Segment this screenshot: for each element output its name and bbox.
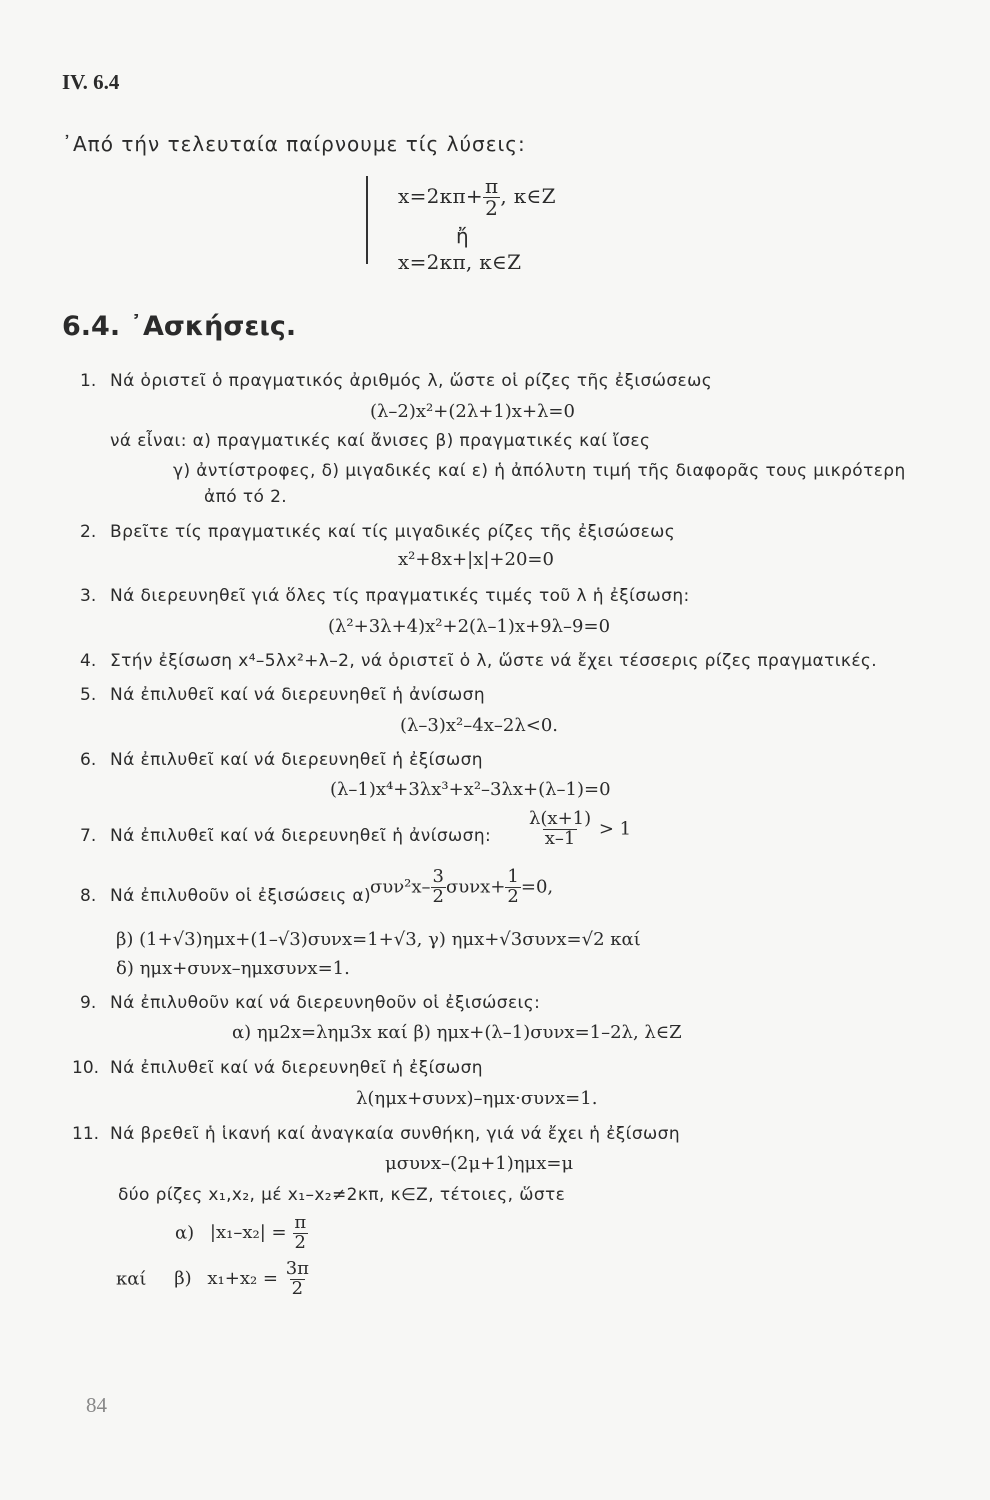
exercise-5-equation: (λ–3)x²–4x–2λ<0. xyxy=(400,715,558,736)
page-number: 84 xyxy=(86,1393,107,1417)
exercise-8-a-fraction-2 xyxy=(505,868,520,907)
exercise-9-equations: α) ημ2x=λημ3x καί β) ημx+(λ–1)συνx=1–2λ, λ∈Z xyxy=(232,1022,682,1043)
fraction-denominator: 2 xyxy=(291,1277,304,1299)
exercise-2-text: Βρεῖτε τίς πραγματικές καί τίς μιγαδικές ρίζες τῆς ἐξισώσεως xyxy=(110,522,676,542)
exercise-5-text: Νά ἐπιλυθεῖ καί νά διερευνηθεῖ ἡ ἀνίσωση xyxy=(110,685,486,705)
fraction-denominator: 2 xyxy=(294,1231,306,1253)
exercise-1-equation: (λ–2)x²+(2λ+1)x+λ=0 xyxy=(370,401,575,422)
exercise-11-condition-a xyxy=(175,1214,308,1253)
page-header: IV. 6.4 xyxy=(62,70,120,94)
exercise-7-fraction xyxy=(527,810,593,849)
solution-1-rhs: , κ∈Z xyxy=(500,184,556,208)
exercise-8-a-fraction-1 xyxy=(431,868,446,907)
exercise-9-text: Νά ἐπιλυθοῦν καί νά διερευνηθοῦν οἱ ἐξισώσεις: xyxy=(110,993,541,1013)
fraction-numerator: 1 xyxy=(507,866,519,887)
exercise-11-number: 11. xyxy=(72,1124,100,1144)
section-title: 6.4. ᾿Ασκήσεις. xyxy=(62,311,297,342)
exercise-7-text: Νά ἐπιλυθεῖ καί νά διερευνηθεῖ ἡ ἀνίσωση: xyxy=(110,826,492,846)
exercise-6-text: Νά ἐπιλυθεῖ καί νά διερευνηθεῖ ἡ ἐξίσωση xyxy=(110,750,483,770)
solution-or: ἤ xyxy=(456,224,469,248)
exercise-4-text: Στήν ἐξίσωση x⁴–5λx²+λ–2, νά ὁριστεῖ ὁ λ, ὥστε νά ἔχει τέσσερις ρίζες πραγματικές. xyxy=(110,651,878,671)
solution-line-1 xyxy=(398,176,556,219)
exercise-3-equation: (λ²+3λ+4)x²+2(λ–1)x+9λ–9=0 xyxy=(328,616,611,637)
condition-a-lhs: |x₁–x₂| = xyxy=(209,1222,287,1244)
solution-line-2: x=2κπ, κ∈Z xyxy=(398,250,522,274)
fraction-numerator: π xyxy=(294,1212,307,1233)
exercise-7-inequality xyxy=(527,810,631,849)
exercise-6-number: 6. xyxy=(80,750,97,770)
intro-text: ᾿Από τήν τελευταία παίρνουμε τίς λύσεις: xyxy=(62,132,526,156)
exercise-8-number: 8. xyxy=(80,886,97,906)
exercise-1-line-2: νά εἶναι: α) πραγματικές καί ἄνισες β) πραγματικές καί ἴσες xyxy=(110,431,651,451)
fraction-denominator: 2 xyxy=(432,885,444,907)
solution-1-fraction xyxy=(483,176,500,219)
condition-a-fraction xyxy=(292,1214,308,1253)
exercise-7-number: 7. xyxy=(80,826,97,846)
exercise-11-line-2: δύο ρίζες x₁,x₂, μέ x₁–x₂≠2κπ, κ∈Z, τέτοιες, ὥστε xyxy=(118,1185,566,1205)
exercise-3-text: Νά διερευνηθεῖ γιά ὅλες τίς πραγματικές τιμές τοῦ λ ἡ ἐξίσωση: xyxy=(110,586,690,606)
exercise-8-equation-d: δ) ημx+συνx–ημxσυνx=1. xyxy=(116,958,350,979)
exercise-1-number: 1. xyxy=(80,371,97,391)
exercise-1-line-3: γ) ἀντίστροφες, δ) μιγαδικές καί ε) ἡ ἀπόλυτη τιμή τῆς διαφορᾶς τους μικρότερη xyxy=(173,461,906,481)
exercise-6-equation: (λ–1)x⁴+3λx³+x²–3λx+(λ–1)=0 xyxy=(330,779,611,800)
exercise-1-text: Νά ὁριστεῖ ὁ πραγματικός ἀριθμός λ, ὥστε οἱ ρίζες τῆς ἐξισώσεως xyxy=(110,371,713,391)
fraction-numerator: λ(x+1) xyxy=(529,808,592,829)
exercise-8-equation-a xyxy=(370,868,553,907)
exercise-9-number: 9. xyxy=(80,993,97,1013)
condition-b-label: β) xyxy=(174,1268,192,1290)
exercise-7-rhs: > 1 xyxy=(598,818,632,840)
exercise-2-number: 2. xyxy=(80,522,97,542)
exercise-11-text: Νά βρεθεῖ ἡ ἱκανή καί ἀναγκαία συνθήκη, γιά νά ἔχει ἡ ἐξίσωση xyxy=(110,1124,680,1144)
exercise-8-text: Νά ἐπιλυθοῦν οἱ ἐξισώσεις α) xyxy=(110,886,372,906)
exercise-11-condition-b xyxy=(116,1260,311,1299)
fraction-numerator: π xyxy=(484,174,499,198)
condition-b-fraction xyxy=(284,1260,311,1299)
condition-b-kai: καί xyxy=(116,1268,147,1290)
exercise-1-line-4: ἀπό τό 2. xyxy=(204,487,288,507)
fraction-numerator: 3 xyxy=(432,866,444,887)
condition-b-lhs: x₁+x₂ = xyxy=(207,1268,278,1290)
solution-brace xyxy=(366,176,380,264)
exercise-3-number: 3. xyxy=(80,586,97,606)
exercise-5-number: 5. xyxy=(80,685,97,705)
solution-1-lhs: x=2κπ+ xyxy=(398,184,483,208)
fraction-denominator: 2 xyxy=(507,885,519,907)
exercise-11-equation: μσυνx–(2μ+1)ημx=μ xyxy=(385,1153,574,1174)
condition-a-label: α) xyxy=(175,1222,195,1244)
exercise-10-equation: λ(ημx+συνx)–ημx·συνx=1. xyxy=(356,1088,598,1109)
exercise-8-a-part-2: συνx+ xyxy=(446,876,506,898)
fraction-numerator: 3π xyxy=(285,1258,310,1279)
exercise-4-number: 4. xyxy=(80,651,97,671)
exercise-8-a-part-3: =0, xyxy=(520,876,554,898)
fraction-denominator: x–1 xyxy=(544,827,576,849)
exercise-10-text: Νά ἐπιλυθεῖ καί νά διερευνηθεῖ ἡ ἐξίσωση xyxy=(110,1058,483,1078)
exercise-10-number: 10. xyxy=(72,1058,100,1078)
exercise-2-equation: x²+8x+|x|+20=0 xyxy=(398,549,554,570)
exercise-8-a-part-1: συν²x– xyxy=(370,876,431,898)
exercise-8-equation-b: β) (1+√3)ημx+(1–√3)συνx=1+√3, γ) ημx+√3συνx=√2 καί xyxy=(116,929,641,950)
fraction-denominator: 2 xyxy=(485,196,499,220)
